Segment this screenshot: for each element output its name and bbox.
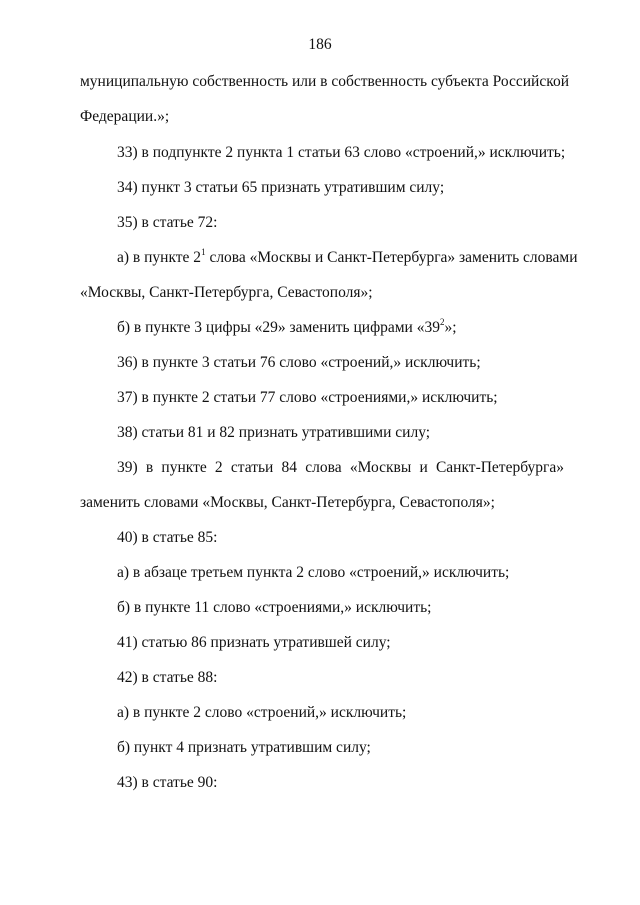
text-line: 34) пункт 3 статьи 65 признать утратившим силу; bbox=[117, 179, 445, 196]
text-line bbox=[117, 316, 457, 337]
text-segment: »; bbox=[444, 319, 457, 336]
text-line: 33) в подпункте 2 пункта 1 статьи 63 слово «строений,» исключить; bbox=[117, 144, 566, 161]
page-number: 186 bbox=[308, 36, 332, 53]
text-line: 40) в статье 85: bbox=[117, 529, 218, 546]
superscript: 1 bbox=[201, 246, 206, 257]
superscript: 2 bbox=[439, 316, 445, 327]
text-line: 38) статьи 81 и 82 признать утратившими силу; bbox=[117, 424, 431, 441]
text-line: 39) в пункте 2 статьи 84 слова «Москвы и Санкт-Петербурга» bbox=[117, 459, 564, 476]
text-line: 43) в статье 90: bbox=[117, 774, 218, 791]
text-line: б) пункт 4 признать утратившим силу; bbox=[117, 739, 371, 756]
text-line: б) в пункте 11 слово «строениями,» исключить; bbox=[117, 599, 432, 616]
text-segment: слова «Москвы и Санкт-Петербурга» заменить словами bbox=[205, 249, 578, 266]
text-line: 42) в статье 88: bbox=[117, 669, 218, 686]
text-line: Федерации.»; bbox=[80, 108, 170, 125]
text-line: муниципальную собственность или в собственность субъекта Российской bbox=[80, 73, 569, 90]
text-line: заменить словами «Москвы, Санкт-Петербурга, Севастополя»; bbox=[80, 494, 495, 511]
text-line: 36) в пункте 3 статьи 76 слово «строений,» исключить; bbox=[117, 354, 481, 371]
text-line: а) в абзаце третьем пункта 2 слово «строений,» исключить; bbox=[117, 564, 510, 581]
text-segment: б) в пункте 3 цифры «29» заменить цифрами «39 bbox=[117, 319, 440, 336]
text-line: 37) в пункте 2 статьи 77 слово «строениями,» исключить; bbox=[117, 389, 498, 406]
text-line: а) в пункте 2 слово «строений,» исключить; bbox=[117, 704, 407, 721]
text-line: 35) в статье 72: bbox=[117, 214, 218, 231]
text-line bbox=[117, 246, 578, 267]
text-segment: а) в пункте 2 bbox=[117, 249, 202, 266]
text-line: 41) статью 86 признать утратившей силу; bbox=[117, 634, 391, 651]
text-line: «Москвы, Санкт-Петербурга, Севастополя»; bbox=[80, 284, 373, 301]
